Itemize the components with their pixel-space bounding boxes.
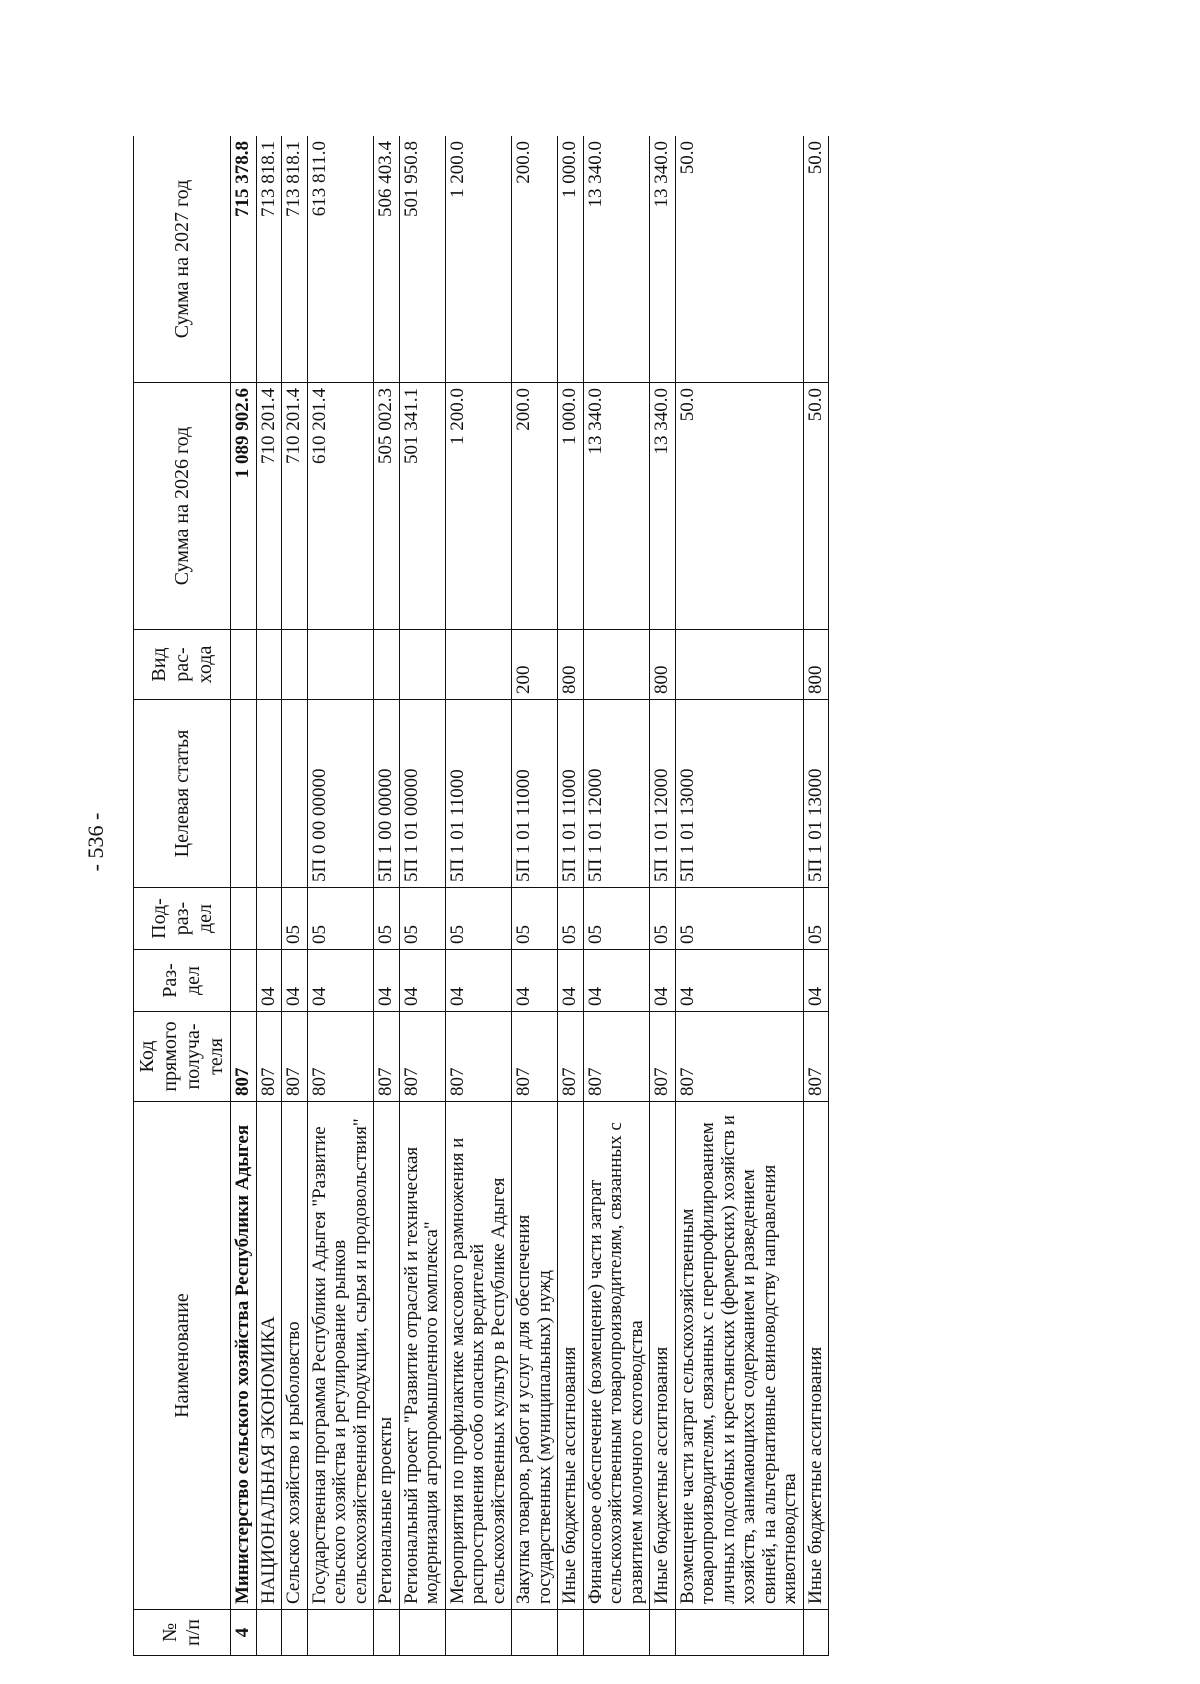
cell-razdel: 04	[399, 950, 445, 1012]
cell-podrazdel: 05	[650, 888, 676, 950]
cell-recipient-code: 807	[231, 1012, 257, 1102]
cell-expense-type: 200	[512, 630, 558, 700]
cell-expense-type	[282, 630, 308, 700]
cell-target-article: 5П 1 01 12000	[650, 700, 676, 888]
rotated-table-frame	[133, 136, 997, 1656]
header-razdel: Раз-дел	[134, 950, 231, 1012]
page-number: - 536 -	[83, 812, 108, 872]
table-row	[583, 136, 650, 1656]
cell-recipient-code: 807	[374, 1012, 400, 1102]
cell-razdel: 04	[675, 950, 803, 1012]
cell-sum-2026: 1 089 902.6	[231, 383, 257, 630]
cell-sum-2027: 200.0	[512, 136, 558, 383]
cell-recipient-code: 807	[803, 1012, 829, 1102]
cell-name: Закупка товаров, работ и услуг для обеспечения государственных (муниципальных) нужд	[512, 1102, 558, 1610]
cell-expense-type	[231, 630, 257, 700]
cell-razdel: 04	[445, 950, 512, 1012]
cell-target-article: 5П 0 00 00000	[307, 700, 374, 888]
budget-table-container	[133, 136, 997, 1656]
header-num: № п/п	[134, 1610, 231, 1656]
cell-num	[399, 1610, 445, 1656]
cell-name: Региональные проекты	[374, 1102, 400, 1610]
cell-razdel: 04	[256, 950, 282, 1012]
cell-razdel: 04	[583, 950, 650, 1012]
header-name: Наименование	[134, 1102, 231, 1610]
cell-razdel	[231, 950, 257, 1012]
cell-recipient-code: 807	[675, 1012, 803, 1102]
header-target: Целевая статья	[134, 700, 231, 888]
cell-name: Региональный проект "Развитие отраслей и техническая модернизация агропромышленного комплекса"	[399, 1102, 445, 1610]
cell-razdel: 04	[558, 950, 584, 1012]
cell-recipient-code: 807	[399, 1012, 445, 1102]
cell-razdel: 04	[282, 950, 308, 1012]
cell-target-article: 5П 1 01 13000	[803, 700, 829, 888]
cell-recipient-code: 807	[650, 1012, 676, 1102]
cell-target-article	[231, 700, 257, 888]
header-sum-2027: Сумма на 2027 год	[134, 136, 231, 383]
table-row	[282, 136, 308, 1656]
cell-num	[803, 1610, 829, 1656]
cell-podrazdel: 05	[558, 888, 584, 950]
cell-target-article: 5П 1 01 11000	[445, 700, 512, 888]
cell-razdel: 04	[650, 950, 676, 1012]
cell-sum-2027: 1 200.0	[445, 136, 512, 383]
budget-table	[133, 136, 829, 1656]
cell-name: Иные бюджетные ассигнования	[558, 1102, 584, 1610]
cell-expense-type	[583, 630, 650, 700]
cell-target-article: 5П 1 01 11000	[558, 700, 584, 888]
cell-recipient-code: 807	[282, 1012, 308, 1102]
cell-name: Государственная программа Республики Адыгея "Развитие сельского хозяйства и регулирование рынков сельскохозяйственной продукции, сырья и продовольствия"	[307, 1102, 374, 1610]
header-vid: Вид рас-хода	[134, 630, 231, 700]
cell-sum-2026: 501 341.1	[399, 383, 445, 630]
table-row	[399, 136, 445, 1656]
cell-expense-type	[399, 630, 445, 700]
table-body	[231, 136, 829, 1656]
cell-podrazdel: 05	[399, 888, 445, 950]
cell-razdel: 04	[512, 950, 558, 1012]
cell-podrazdel: 05	[803, 888, 829, 950]
cell-recipient-code: 807	[307, 1012, 374, 1102]
cell-num	[675, 1610, 803, 1656]
header-code: Код прямого получа-теля	[134, 1012, 231, 1102]
cell-expense-type	[374, 630, 400, 700]
table-row	[307, 136, 374, 1656]
cell-expense-type	[675, 630, 803, 700]
header-podrazdel: Под-раз-дел	[134, 888, 231, 950]
cell-sum-2027: 713 818.1	[282, 136, 308, 383]
cell-target-article: 5П 1 00 00000	[374, 700, 400, 888]
cell-name: Мероприятия по профилактике массового размножения и распространения особо опасных вредителей сельскохозяйственных культур в Республике Адыгея	[445, 1102, 512, 1610]
table-header-row	[134, 136, 231, 1656]
cell-recipient-code: 807	[558, 1012, 584, 1102]
cell-expense-type	[445, 630, 512, 700]
cell-num	[282, 1610, 308, 1656]
table-row	[374, 136, 400, 1656]
cell-recipient-code: 807	[512, 1012, 558, 1102]
cell-num: 4	[231, 1610, 257, 1656]
cell-razdel: 04	[307, 950, 374, 1012]
cell-target-article: 5П 1 01 12000	[583, 700, 650, 888]
cell-sum-2026: 610 201.4	[307, 383, 374, 630]
cell-recipient-code: 807	[445, 1012, 512, 1102]
cell-name: Возмещение части затрат сельскохозяйственным товаропроизводителям, связанных с перепрофилированием личных подсобных и крестьянских (фермерских) хозяйств и хозяйств, занимающихся содержанием и разведением свиней, на альтернативные свиноводству направления животноводства	[675, 1102, 803, 1610]
cell-sum-2027: 506 403.4	[374, 136, 400, 383]
cell-name: НАЦИОНАЛЬНАЯ ЭКОНОМИКА	[256, 1102, 282, 1610]
cell-name: Финансовое обеспечение (возмещение) части затрат сельскохозяйственным товаропроизводителям, связанных с развитием молочного скотоводства	[583, 1102, 650, 1610]
cell-num	[558, 1610, 584, 1656]
cell-razdel: 04	[803, 950, 829, 1012]
cell-sum-2026: 710 201.4	[282, 383, 308, 630]
table-row	[803, 136, 829, 1656]
cell-podrazdel: 05	[307, 888, 374, 950]
cell-sum-2027: 501 950.8	[399, 136, 445, 383]
cell-razdel: 04	[374, 950, 400, 1012]
cell-num	[583, 1610, 650, 1656]
table-row	[512, 136, 558, 1656]
cell-sum-2027: 13 340.0	[650, 136, 676, 383]
cell-expense-type	[256, 630, 282, 700]
cell-podrazdel: 05	[675, 888, 803, 950]
cell-sum-2026: 50.0	[675, 383, 803, 630]
cell-podrazdel	[256, 888, 282, 950]
cell-sum-2027: 1 000.0	[558, 136, 584, 383]
cell-recipient-code: 807	[583, 1012, 650, 1102]
table-row	[675, 136, 803, 1656]
cell-expense-type: 800	[803, 630, 829, 700]
cell-num	[650, 1610, 676, 1656]
cell-sum-2026: 50.0	[803, 383, 829, 630]
cell-podrazdel: 05	[583, 888, 650, 950]
cell-sum-2027: 715 378.8	[231, 136, 257, 383]
cell-target-article	[282, 700, 308, 888]
cell-num	[374, 1610, 400, 1656]
cell-expense-type	[307, 630, 374, 700]
cell-sum-2026: 13 340.0	[650, 383, 676, 630]
cell-expense-type: 800	[650, 630, 676, 700]
cell-target-article: 5П 1 01 00000	[399, 700, 445, 888]
cell-name: Иные бюджетные ассигнования	[803, 1102, 829, 1610]
cell-recipient-code: 807	[256, 1012, 282, 1102]
cell-sum-2026: 710 201.4	[256, 383, 282, 630]
cell-sum-2026: 505 002.3	[374, 383, 400, 630]
cell-sum-2026: 1 000.0	[558, 383, 584, 630]
cell-podrazdel: 05	[445, 888, 512, 950]
header-sum-2026: Сумма на 2026 год	[134, 383, 231, 630]
cell-name: Сельское хозяйство и рыболовство	[282, 1102, 308, 1610]
cell-sum-2026: 1 200.0	[445, 383, 512, 630]
cell-num	[307, 1610, 374, 1656]
cell-num	[256, 1610, 282, 1656]
table-row	[650, 136, 676, 1656]
cell-name: Министерство сельского хозяйства Республики Адыгея	[231, 1102, 257, 1610]
cell-target-article: 5П 1 01 13000	[675, 700, 803, 888]
cell-sum-2027: 13 340.0	[583, 136, 650, 383]
cell-podrazdel	[231, 888, 257, 950]
cell-num	[445, 1610, 512, 1656]
cell-target-article: 5П 1 01 11000	[512, 700, 558, 888]
cell-sum-2027: 613 811.0	[307, 136, 374, 383]
table-row	[256, 136, 282, 1656]
cell-target-article	[256, 700, 282, 888]
table-row	[558, 136, 584, 1656]
cell-podrazdel: 05	[374, 888, 400, 950]
cell-sum-2026: 200.0	[512, 383, 558, 630]
table-row	[231, 136, 257, 1656]
cell-podrazdel: 05	[512, 888, 558, 950]
cell-sum-2026: 13 340.0	[583, 383, 650, 630]
cell-expense-type: 800	[558, 630, 584, 700]
cell-sum-2027: 713 818.1	[256, 136, 282, 383]
cell-sum-2027: 50.0	[675, 136, 803, 383]
table-row	[445, 136, 512, 1656]
cell-podrazdel: 05	[282, 888, 308, 950]
cell-name: Иные бюджетные ассигнования	[650, 1102, 676, 1610]
cell-num	[512, 1610, 558, 1656]
cell-sum-2027: 50.0	[803, 136, 829, 383]
